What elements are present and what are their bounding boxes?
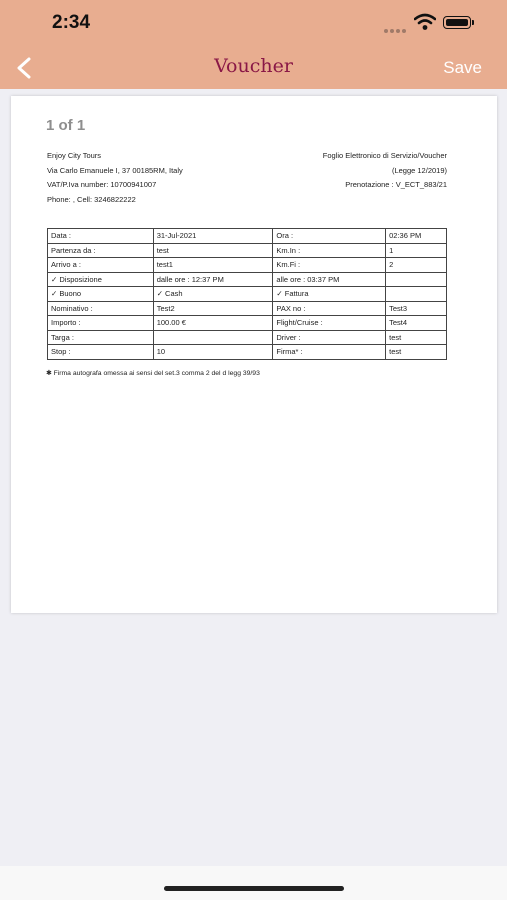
table-cell: ✓ Buono	[48, 287, 154, 302]
battery-tip	[472, 20, 474, 25]
table-row	[48, 243, 447, 258]
battery-icon	[443, 16, 471, 29]
table-cell: dalle ore : 12:37 PM	[153, 272, 273, 287]
status-bar	[0, 0, 507, 47]
table-row	[48, 316, 447, 331]
company-info	[47, 149, 183, 207]
table-cell: Test4	[386, 316, 447, 331]
table-cell: ✓ Disposizione	[48, 272, 154, 287]
table-cell: test	[386, 345, 447, 360]
company-phone: Phone: , Cell: 3246822222	[47, 194, 136, 204]
law-reference: (Legge 12/2019)	[391, 165, 447, 175]
table-cell: Stop :	[48, 345, 154, 360]
table-cell	[386, 272, 447, 287]
table-cell: Importo :	[48, 316, 154, 331]
table-row	[48, 330, 447, 345]
voucher-document	[11, 96, 497, 613]
table-cell: PAX no :	[273, 301, 386, 316]
table-cell: ✓ Cash	[153, 287, 273, 302]
table-cell: Driver :	[273, 330, 386, 345]
bottom-safe-area	[0, 866, 507, 900]
signature-footnote: ✱ Firma autografa omessa ai sensi del set.3 comma 2 del d legg 39/93	[46, 370, 260, 377]
page-count: 1 of 1	[46, 117, 86, 134]
page-title: Voucher	[214, 55, 293, 77]
company-address: Via Carlo Emanuele I, 37 00185RM, Italy	[47, 165, 183, 175]
table-cell: Km.In :	[273, 243, 386, 258]
voucher-table	[47, 228, 447, 360]
voucher-header-info	[323, 149, 447, 193]
table-cell: Test3	[386, 301, 447, 316]
table-cell: 31-Jul-2021	[153, 229, 273, 244]
table-cell: Km.Fi :	[273, 258, 386, 273]
booking-number: Prenotazione : V_ECT_883/21	[345, 180, 447, 189]
table-row	[48, 345, 447, 360]
table-row	[48, 258, 447, 273]
table-cell: Test2	[153, 301, 273, 316]
voucher-title: Foglio Elettronico di Servizio/Voucher	[322, 151, 447, 160]
table-cell: 2	[386, 258, 447, 273]
cellular-signal-icon	[384, 20, 410, 28]
table-row	[48, 287, 447, 302]
status-time: 2:34	[52, 12, 91, 33]
table-cell: Data :	[48, 229, 154, 244]
table-cell: alle ore : 03:37 PM	[273, 272, 386, 287]
navigation-bar	[0, 47, 507, 89]
table-cell: Flight/Cruise :	[273, 316, 386, 331]
table-cell: ✓ Fattura	[273, 287, 386, 302]
home-indicator[interactable]	[164, 886, 344, 891]
save-button[interactable]: Save	[443, 58, 482, 77]
table-cell: Partenza da :	[48, 243, 154, 258]
table-cell: Targa :	[48, 330, 154, 345]
table-cell: Firma* :	[273, 345, 386, 360]
company-vat: VAT/P.Iva number: 10700941007	[47, 180, 157, 189]
table-cell: 100.00 €	[153, 316, 273, 331]
table-row	[48, 229, 447, 244]
table-cell	[153, 330, 273, 345]
table-cell: Nominativo :	[48, 301, 154, 316]
table-cell: test	[386, 330, 447, 345]
table-cell: test1	[153, 258, 273, 273]
table-row	[48, 272, 447, 287]
table-cell: test	[153, 243, 273, 258]
table-cell: 02:36 PM	[386, 229, 447, 244]
table-cell: Arrivo a :	[48, 258, 154, 273]
wifi-icon	[414, 13, 436, 31]
company-name: Enjoy City Tours	[47, 151, 102, 160]
table-cell: 10	[153, 345, 273, 360]
table-cell	[386, 287, 447, 302]
table-row	[48, 301, 447, 316]
table-cell: Ora :	[273, 229, 386, 244]
table-cell: 1	[386, 243, 447, 258]
